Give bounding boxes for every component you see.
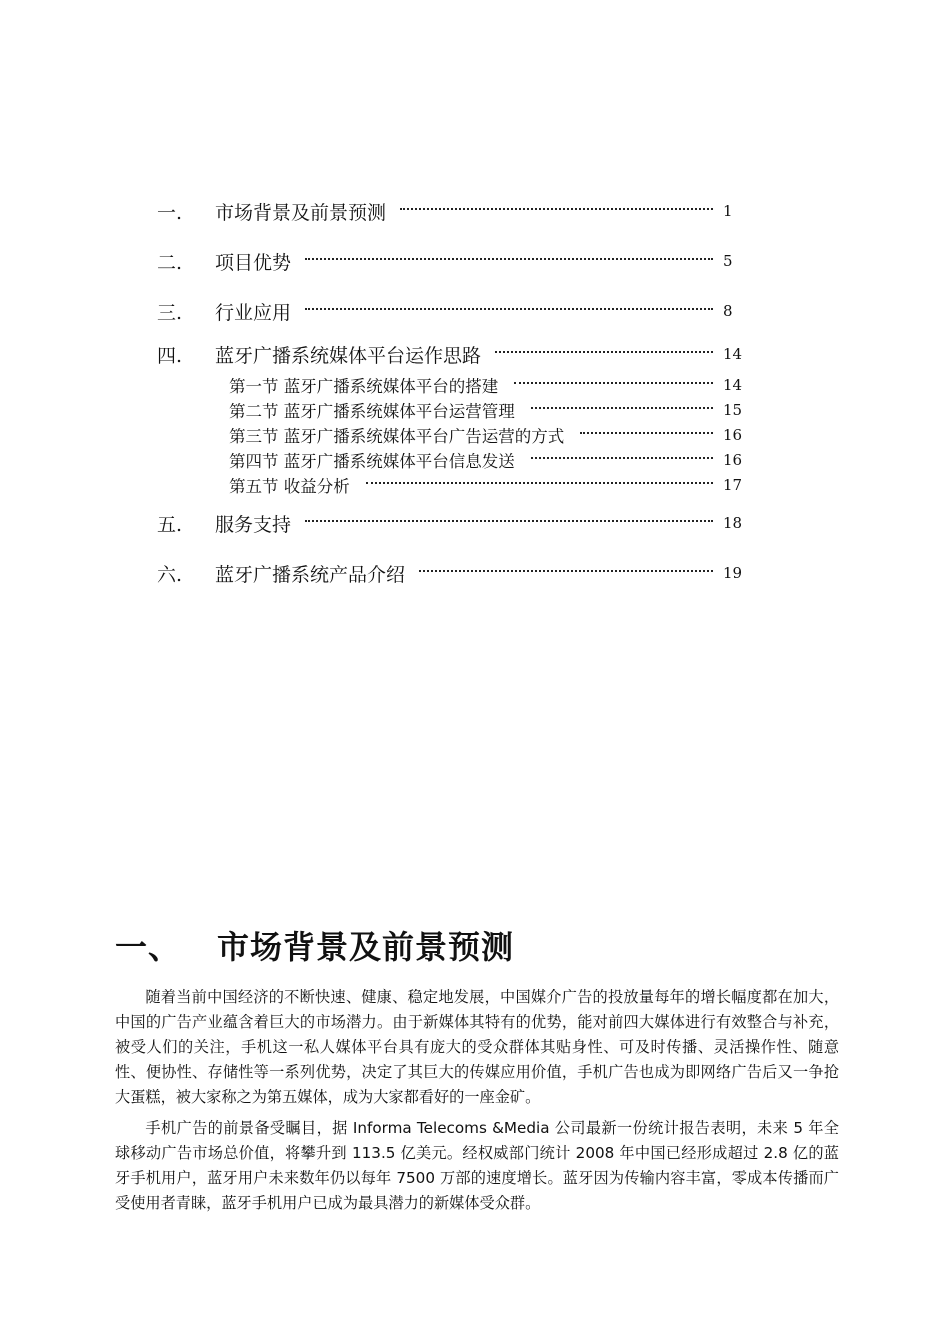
toc-title: 蓝牙广播系统媒体平台运作思路 bbox=[215, 344, 482, 367]
toc-subentry[interactable] bbox=[157, 372, 761, 397]
toc-leader-dots bbox=[580, 432, 713, 434]
toc-number: 五. bbox=[157, 513, 183, 536]
section-number: 一、 bbox=[115, 928, 182, 966]
toc-page-number: 1 bbox=[723, 202, 733, 220]
toc-entry[interactable] bbox=[157, 286, 761, 336]
toc-leader-dots bbox=[514, 382, 713, 384]
toc-number: 六. bbox=[157, 563, 183, 586]
toc-number: 四. bbox=[157, 344, 183, 367]
toc-number: 二. bbox=[157, 251, 183, 274]
toc-page-number: 15 bbox=[723, 400, 743, 419]
toc-page-number: 19 bbox=[723, 564, 743, 582]
toc-subtitle: 第一节 蓝牙广播系统媒体平台的搭建 bbox=[229, 376, 499, 396]
toc-leader-dots bbox=[400, 208, 713, 210]
paragraph: 随着当前中国经济的不断快速、健康、稳定地发展，中国媒介广告的投放量每年的增长幅度都在加大，中国的广告产业蕴含着巨大的市场潜力。由于新媒体其特有的优势，能对前四大媒体进行有效整合与补充，被受人们的关注，手机这一私人媒体平台具有庞大的受众群体其贴身性、可及时传播、灵活操作性、随意性、便协性、存储性等一系列优势，决定了其巨大的传媒应用价值，手机广告也成为即网络广告后又一争抢大蛋糕，被大家称之为第五媒体，成为大家都看好的一座金矿。 bbox=[115, 988, 839, 1106]
toc-number: 三. bbox=[157, 301, 183, 324]
toc-title: 蓝牙广播系统产品介绍 bbox=[215, 563, 406, 586]
toc-subtitle: 第四节 蓝牙广播系统媒体平台信息发送 bbox=[229, 451, 515, 471]
toc-entry[interactable] bbox=[157, 548, 761, 598]
toc-entry[interactable] bbox=[157, 186, 761, 236]
toc-leader-dots bbox=[305, 258, 713, 260]
toc-subtitle: 第三节 蓝牙广播系统媒体平台广告运营的方式 bbox=[229, 426, 565, 446]
table-of-contents bbox=[157, 186, 761, 598]
toc-entry[interactable] bbox=[157, 236, 761, 286]
toc-page-number: 5 bbox=[723, 252, 733, 270]
toc-number: 一. bbox=[157, 201, 183, 224]
toc-page-number: 18 bbox=[723, 514, 743, 532]
toc-title: 市场背景及前景预测 bbox=[215, 201, 387, 224]
toc-leader-dots bbox=[531, 407, 713, 409]
toc-leader-dots bbox=[366, 482, 713, 484]
toc-page-number: 14 bbox=[723, 345, 743, 363]
toc-page-number: 17 bbox=[723, 476, 743, 494]
toc-title: 项目优势 bbox=[215, 251, 292, 274]
toc-subtitle: 第二节 蓝牙广播系统媒体平台运营管理 bbox=[229, 401, 515, 421]
toc-page-number: 16 bbox=[723, 425, 743, 444]
toc-subentry[interactable] bbox=[157, 422, 761, 447]
toc-page-number: 14 bbox=[723, 375, 743, 394]
toc-entry[interactable] bbox=[157, 498, 761, 548]
toc-page-number: 8 bbox=[723, 302, 733, 320]
toc-entry[interactable] bbox=[157, 336, 761, 372]
toc-leader-dots bbox=[419, 570, 713, 572]
toc-subentry[interactable] bbox=[157, 397, 761, 422]
section-body bbox=[115, 985, 839, 1222]
section-heading bbox=[115, 922, 514, 968]
toc-leader-dots bbox=[531, 457, 713, 459]
toc-leader-dots bbox=[305, 520, 713, 522]
toc-page-number: 16 bbox=[723, 450, 743, 469]
toc-leader-dots bbox=[495, 351, 713, 353]
toc-subentry[interactable] bbox=[157, 447, 761, 472]
toc-title: 服务支持 bbox=[215, 513, 292, 536]
toc-subentry[interactable] bbox=[157, 472, 761, 498]
section-title: 市场背景及前景预测 bbox=[217, 928, 515, 966]
toc-leader-dots bbox=[305, 308, 713, 310]
toc-title: 行业应用 bbox=[215, 301, 292, 324]
toc-subtitle: 第五节 收益分析 bbox=[229, 477, 350, 496]
paragraph: 手机广告的前景备受瞩目，据 Informa Telecoms &Media 公司最新一份统计报告表明，未来 5 年全球移动广告市场总价值，将攀升到 113.5 亿美元。经权威部门统计 2008 年中国已经形成超过 2.8 亿的蓝牙手机用户，蓝牙用户未来数年仍以每年 7500 万部的速度增长。蓝牙因为传输内容丰富，零成本传播而广受使用者青睐，蓝牙手机用户已成为最具潜力的新媒体受众群。 bbox=[115, 1119, 839, 1212]
